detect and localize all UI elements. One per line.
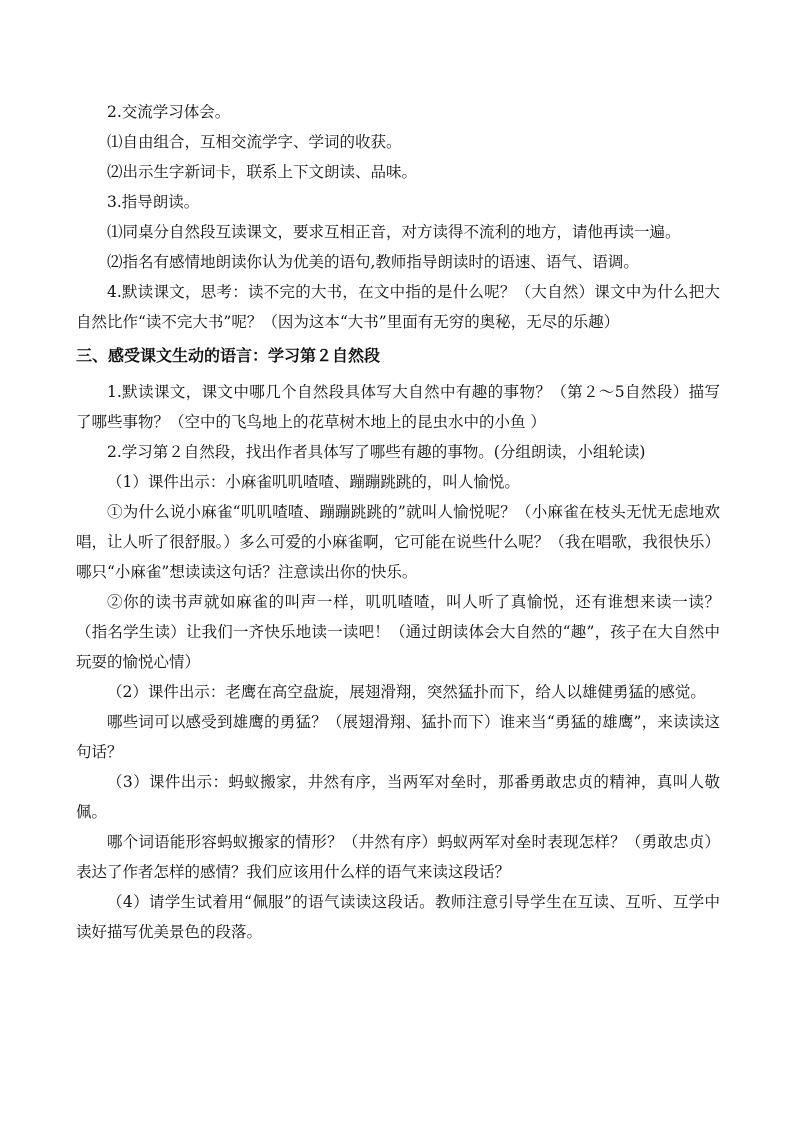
paragraph: ⑴自由组合，互相交流学字、学词的收获。 [107,133,402,151]
section-heading: 三、感受课文生动的语言：学习第２自然段 [76,346,381,365]
paragraph: 4.默读课文，思考：读不完的大书，在文中指的是什么呢？（大自然）课文中为什么把大自然比作“读不完大书”呢？（因为这本“大书”里面有无穷的奥秘，无尽的乐趣） [76,283,720,331]
paragraph: 哪些词可以感受到雄鹰的勇猛？（展翅滑翔、猛扑而下）谁来当“勇猛的雄鹰”，来读读这句话？ [76,713,720,761]
paragraph: 哪个词语能形容蚂蚁搬家的情形？（井然有序）蚂蚁两军对垒时表现怎样？（勇敢忠贞）表达了作者怎样的感情？我们应该用什么样的语气来读这段话？ [76,833,720,881]
paragraph: 1.默读课文，课文中哪几个自然段具体写大自然中有趣的事物？（第２～5自然段）描写了哪些事物？（空中的飞鸟地上的花草树木地上的昆虫水中的小鱼 ） [76,383,720,431]
paragraph: ②你的读书声就如麻雀的叫声一样，叽叽喳喳，叫人听了真愉悦，还有谁想来读一读？（指名学生读）让我们一齐快乐地读一读吧！（通过朗读体会大自然的“趣”，孩子在大自然中玩耍的愉悦心情） [76,593,720,671]
paragraph: （1）课件出示：小麻雀叽叽喳喳、蹦蹦跳跳的，叫人愉悦。 [107,473,520,491]
paragraph: 2.学习第２自然段，找出作者具体写了哪些有趣的事物。(分组朗读，小组轮读) [107,443,646,461]
paragraph: ⑵出示生字新词卡，联系上下文朗读、品味。 [107,163,418,181]
paragraph: （4）请学生试着用“佩服”的语气读读这段话。教师注意引导学生在互读、互听、互学中读好描写优美景色的段落。 [76,893,720,941]
paragraph: ①为什么说小麻雀“叽叽喳喳、蹦蹦跳跳的”就叫人愉悦呢？（小麻雀在枝头无忧无虑地欢唱，让人听了很舒服。）多么可爱的小麻雀啊，它可能在说些什么呢？（我在唱歌，我很快乐）哪只“小麻雀”想读读这句话？注意读出你的快乐。 [76,503,720,581]
document-body [76,97,720,947]
paragraph: （3）课件出示：蚂蚁搬家，井然有序，当两军对垒时，那番勇敢忠贞的精神，真叫人敬佩。 [76,773,720,821]
paragraph: ⑵指名有感情地朗读你认为优美的语句,教师指导朗读时的语速、语气、语调。 [107,253,639,271]
paragraph: ⑴同桌分自然段互读课文，要求互相正音，对方读得不流利的地方，请他再读一遍。 [107,223,681,241]
paragraph: 2.交流学习体会。 [107,103,231,121]
paragraph: （2）课件出示：老鹰在高空盘旋，展翅滑翔，突然猛扑而下，给人以雄健勇猛的感觉。 [107,683,706,701]
paragraph: 3.指导朗读。 [107,193,200,211]
